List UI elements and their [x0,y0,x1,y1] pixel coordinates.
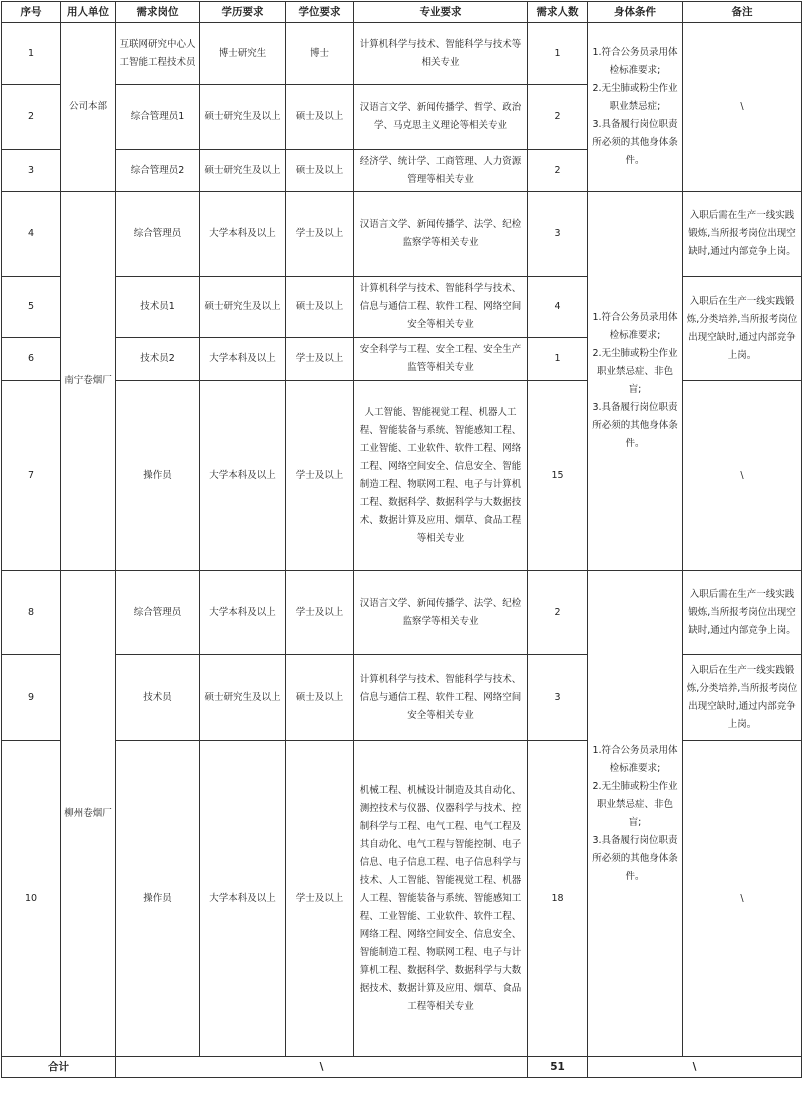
cell-education: 硕士研究生及以上 [200,85,286,150]
cell-physical [588,23,683,192]
cell-major: 汉语言文学、新闻传播学、法学、纪检监察学等相关专业 [354,192,528,277]
cell-count: 2 [528,571,588,655]
cell-position: 技术员 [116,655,200,741]
cell-degree: 硕士及以上 [286,85,354,150]
total-mid: \ [116,1057,528,1078]
cell-major: 汉语言文学、新闻传播学、哲学、政治学、马克思主义理论等相关专业 [354,85,528,150]
table-row [2,192,802,277]
cell-count: 2 [528,85,588,150]
cell-major: 人工智能、智能视觉工程、机器人工程、智能装备与系统、智能感知工程、工业智能、工业软件、软件工程、网络工程、网络空间安全、信息安全、智能制造工程、物联网工程、电子与计算机工程、数据科学、数据科学与大数据技术、数据计算及应用、烟草、食品工程等相关专业 [354,381,528,571]
cell-position: 综合管理员 [116,192,200,277]
header-physical: 身体条件 [588,2,683,23]
cell-position: 综合管理员2 [116,150,200,192]
cell-position: 技术员1 [116,277,200,338]
condition-line: 1.符合公务员录用体检标准要求; [592,312,678,341]
header-row [2,2,802,23]
cell-count: 1 [528,338,588,381]
header-unit: 用人单位 [61,2,116,23]
total-end: \ [588,1057,802,1078]
cell-education: 大学本科及以上 [200,381,286,571]
cell-seq: 9 [2,655,61,741]
condition-line: 2.无尘肺或粉尘作业职业禁忌症; [592,83,678,112]
cell-seq: 7 [2,381,61,571]
cell-position: 互联网研究中心人工智能工程技术员 [116,23,200,85]
header-position: 需求岗位 [116,2,200,23]
cell-seq: 8 [2,571,61,655]
cell-major: 机械工程、机械设计制造及其自动化、测控技术与仪器、仪器科学与技术、控制科学与工程、电气工程、电气工程及其自动化、电气工程与智能控制、电子信息、电子信息工程、电子信息科学与技术、人工智能、智能视觉工程、机器人工程、智能装备与系统、智能感知工程、工业智能、工业软件、软件工程、网络工程、网络空间安全、信息安全、智能制造工程、物联网工程、电子与计算机工程、数据科学、数据科学与大数据技术、数据计算及应用、烟草、食品工程等相关专业 [354,741,528,1057]
cell-position: 综合管理员1 [116,85,200,150]
cell-education: 硕士研究生及以上 [200,277,286,338]
cell-physical [588,571,683,1057]
table-row [2,571,802,655]
cell-degree: 学士及以上 [286,381,354,571]
cell-major: 计算机科学与技术、智能科学与技术、信息与通信工程、软件工程、网络空间安全等相关专业 [354,655,528,741]
cell-education: 大学本科及以上 [200,571,286,655]
total-row [2,1057,802,1078]
cell-major: 计算机科学与技术、智能科学与技术等相关专业 [354,23,528,85]
table-row [2,23,802,85]
cell-seq: 1 [2,23,61,85]
cell-remark: 入职后需在生产一线实践锻炼,当所报考岗位出现空缺时,通过内部竞争上岗。 [683,192,802,277]
header-remark: 备注 [683,2,802,23]
cell-count: 3 [528,192,588,277]
cell-remark: \ [683,381,802,571]
total-label: 合计 [2,1057,116,1078]
header-education: 学历要求 [200,2,286,23]
cell-unit: 南宁卷烟厂 [61,192,116,571]
cell-education: 大学本科及以上 [200,192,286,277]
cell-count: 2 [528,150,588,192]
condition-line: 1.符合公务员录用体检标准要求; [592,47,678,76]
recruitment-table [1,1,802,1078]
cell-remark: 入职后在生产一线实践锻炼,分类培养,当所报考岗位出现空缺时,通过内部竞争上岗。 [683,277,802,381]
cell-unit: 公司本部 [61,23,116,192]
cell-major: 汉语言文学、新闻传播学、法学、纪检监察学等相关专业 [354,571,528,655]
cell-degree: 硕士及以上 [286,150,354,192]
cell-degree: 学士及以上 [286,192,354,277]
cell-remark: 入职后在生产一线实践锻炼,分类培养,当所报考岗位出现空缺时,通过内部竞争上岗。 [683,655,802,741]
cell-education: 博士研究生 [200,23,286,85]
cell-education: 硕士研究生及以上 [200,655,286,741]
cell-degree: 博士 [286,23,354,85]
cell-degree: 硕士及以上 [286,655,354,741]
cell-education: 硕士研究生及以上 [200,150,286,192]
cell-seq: 6 [2,338,61,381]
cell-seq: 5 [2,277,61,338]
header-count: 需求人数 [528,2,588,23]
cell-count: 18 [528,741,588,1057]
cell-degree: 学士及以上 [286,338,354,381]
cell-count: 1 [528,23,588,85]
cell-education: 大学本科及以上 [200,741,286,1057]
condition-line: 1.符合公务员录用体检标准要求; [592,744,678,774]
condition-line: 2.无尘肺或粉尘作业职业禁忌症、非色盲; [592,348,678,395]
cell-position: 技术员2 [116,338,200,381]
total-count: 51 [528,1057,588,1078]
cell-count: 3 [528,655,588,741]
cell-seq: 2 [2,85,61,150]
cell-major: 经济学、统计学、工商管理、人力资源管理等相关专业 [354,150,528,192]
cell-major: 计算机科学与技术、智能科学与技术、信息与通信工程、软件工程、网络空间安全等相关专业 [354,277,528,338]
cell-major: 安全科学与工程、安全工程、安全生产监管等相关专业 [354,338,528,381]
condition-line: 3.具备履行岗位职责所必须的其他身体条件。 [592,834,678,882]
condition-line: 2.无尘肺或粉尘作业职业禁忌症、非色盲; [592,780,678,828]
cell-seq: 4 [2,192,61,277]
cell-count: 4 [528,277,588,338]
cell-degree: 学士及以上 [286,571,354,655]
cell-remark: \ [683,23,802,192]
cell-position: 操作员 [116,381,200,571]
cell-degree: 硕士及以上 [286,277,354,338]
header-seq: 序号 [2,2,61,23]
condition-line: 3.具备履行岗位职责所必须的其他身体条件。 [592,119,678,166]
cell-remark: \ [683,741,802,1057]
cell-count: 15 [528,381,588,571]
cell-degree: 学士及以上 [286,741,354,1057]
cell-unit: 柳州卷烟厂 [61,571,116,1057]
header-major: 专业要求 [354,2,528,23]
condition-line: 3.具备履行岗位职责所必须的其他身体条件。 [592,402,678,449]
cell-seq: 3 [2,150,61,192]
cell-position: 操作员 [116,741,200,1057]
cell-position: 综合管理员 [116,571,200,655]
cell-education: 大学本科及以上 [200,338,286,381]
cell-physical [588,192,683,571]
header-degree: 学位要求 [286,2,354,23]
cell-remark: 入职后需在生产一线实践锻炼,当所报考岗位出现空缺时,通过内部竞争上岗。 [683,571,802,655]
cell-seq: 10 [2,741,61,1057]
